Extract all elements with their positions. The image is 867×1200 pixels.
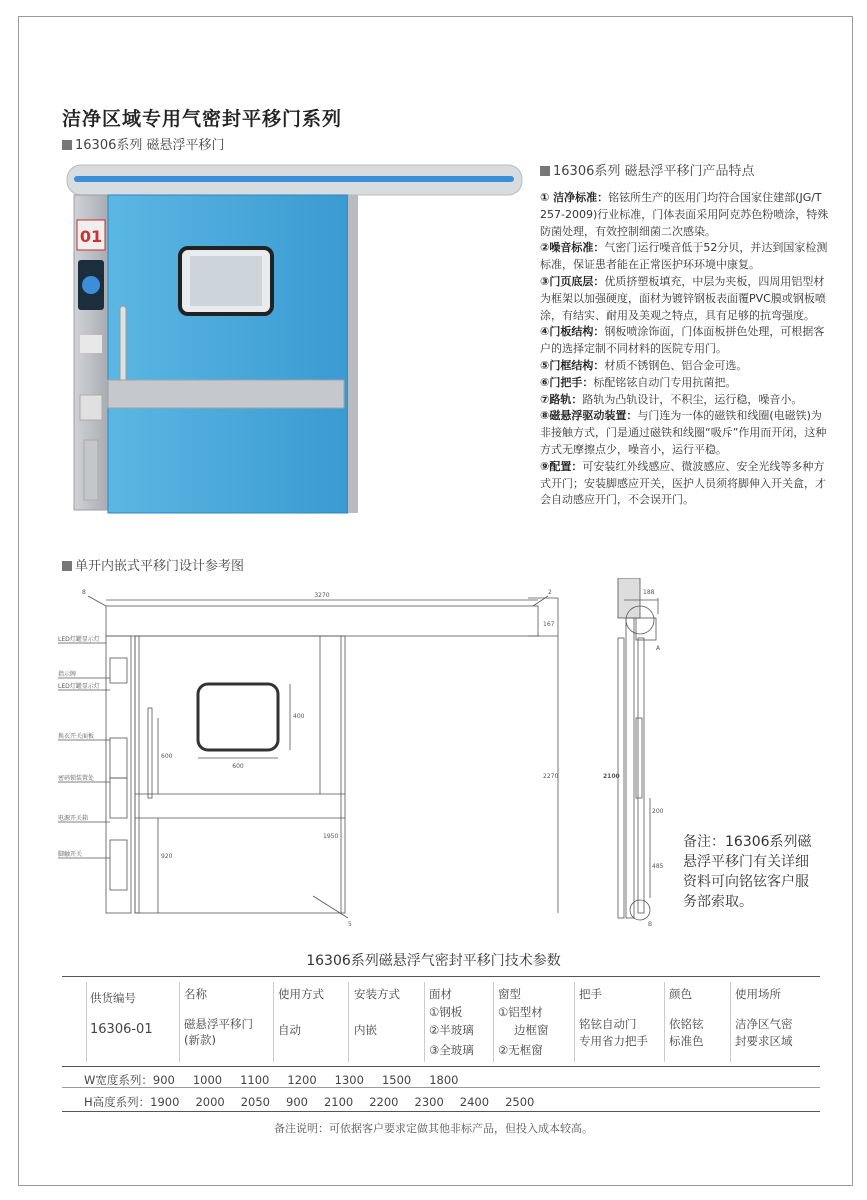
dim-label: 188 xyxy=(643,589,655,596)
drawing-label: 电源开关箱 xyxy=(58,815,89,822)
door-illustration xyxy=(62,160,532,515)
dim-label: 485 xyxy=(652,863,664,870)
drawing-label: LED灯罐显示灯 xyxy=(58,636,100,643)
dim-label: 200 xyxy=(652,808,664,815)
cell-name: 磁悬浮平移门 xyxy=(184,1017,253,1031)
cell-window: ①铝型材 xyxy=(498,1005,543,1019)
cell-code: 16306-01 xyxy=(90,1022,153,1037)
technical-drawing xyxy=(58,578,678,938)
col-sep xyxy=(273,982,274,1062)
drawing-label: 换衣开关面板 xyxy=(58,733,95,740)
col-sep xyxy=(730,982,731,1062)
col-sep xyxy=(179,982,180,1062)
drawing-label: 密码锁装置处 xyxy=(58,775,95,782)
cell-handle: 专用省力把手 xyxy=(579,1034,648,1048)
cell-color: 依铭铉 xyxy=(669,1017,704,1031)
page-subtitle: 16306系列 磁悬浮平移门 xyxy=(62,134,225,153)
feature-item: ④门板结构：钢板喷涂饰面，门体面板拼色处理，可根据客户的选择定制不同材料的医院专用门。 xyxy=(540,325,825,356)
drawing-label: 指示牌 xyxy=(58,671,77,678)
col-sep xyxy=(424,982,425,1062)
col-header: 把手 xyxy=(579,987,602,1001)
note-text: 备注：16306系列磁悬浮平移门有关详细资料可向铭铉客户服务部索取。 xyxy=(683,834,812,910)
drawing-heading: 单开内嵌式平移门设计参考图 xyxy=(62,555,244,574)
spec-table xyxy=(62,976,820,1116)
width-series: W宽度系列：900 1000 1100 1200 1300 1500 1800 xyxy=(84,1073,459,1087)
callout-label: A xyxy=(656,645,661,652)
callout-label: 8 xyxy=(82,589,86,596)
cell-color: 标准色 xyxy=(669,1034,704,1048)
cell-place: 封要求区域 xyxy=(735,1034,793,1048)
col-header: 名称 xyxy=(184,987,207,1001)
col-sep xyxy=(574,982,575,1062)
cell-name: (新款) xyxy=(184,1033,216,1047)
table-rule xyxy=(62,1066,820,1067)
cell-window: 边框窗 xyxy=(514,1023,549,1037)
feature-item: ⑧磁悬浮驱动装置：与门连为一体的磁铁和线圈(电磁铁)为非接触方式，门是通过磁铁和线圈“吸斥”作用而开闭，这种方式无摩擦点少，噪音小，运行平稳。 xyxy=(540,409,827,456)
dim-label: 600 xyxy=(161,753,173,760)
dim-label: 3270 xyxy=(314,592,330,599)
callout-label: 5 xyxy=(348,921,352,928)
dim-label: 1950 xyxy=(323,833,339,840)
cell-usage: 自动 xyxy=(278,1023,301,1037)
bullet-square xyxy=(62,140,72,150)
table-rule xyxy=(62,1111,820,1112)
table-title: 16306系列磁悬浮气密封平移门技术参数 xyxy=(306,953,561,969)
feature-item: ⑨配置：可安装红外线感应、微波感应、安全光线等多种方式开门；安装脚感应开关，医护人员须将脚伸入开关盒，才会自动感应开门，不会误开门。 xyxy=(540,459,826,507)
col-header: 面材 xyxy=(429,987,452,1001)
col-sep xyxy=(86,982,87,1062)
dim-label: 600 xyxy=(232,763,244,770)
dim-label: 400 xyxy=(293,713,305,720)
feature-item: ②噪音标准：气密门运行噪音低于52分贝，并达到国家检测标准，保证患者能在正常医护环环境中康复。 xyxy=(540,241,828,272)
features-heading: 16306系列 磁悬浮平移门产品特点 xyxy=(540,160,755,179)
dim-label: 2100 xyxy=(603,773,620,780)
door-number: 01 xyxy=(79,227,103,246)
cell-material: ③全玻璃 xyxy=(429,1043,474,1057)
drawing-label: 脚触开关 xyxy=(58,851,83,858)
page-title: 洁净区域专用气密封平移门系列 xyxy=(62,108,343,130)
col-header: 使用场所 xyxy=(735,987,781,1001)
footer-note: 备注说明：可依据客户要求定做其他非标产品，但投入成本较高。 xyxy=(274,1122,593,1135)
feature-item: ⑦路轨：路轨为凸轨设计，不积尘，运行稳，噪音小。 xyxy=(540,392,803,406)
table-rule xyxy=(62,976,820,977)
dim-label: 167 xyxy=(543,621,555,628)
cell-material: ②半玻璃 xyxy=(429,1023,474,1037)
features-list xyxy=(540,190,830,509)
cell-material: ①钢板 xyxy=(429,1005,463,1019)
drawing-svg xyxy=(58,578,678,938)
bullet-square xyxy=(540,166,550,176)
cell-handle: 铭铉自动门 xyxy=(579,1017,637,1031)
col-header: 安装方式 xyxy=(354,987,400,1001)
dim-label: 920 xyxy=(161,853,173,860)
col-sep xyxy=(493,982,494,1062)
drawing-label: LED灯罐显示灯 xyxy=(58,683,100,690)
product-photo xyxy=(62,160,532,515)
cell-place: 洁净区气密 xyxy=(735,1017,793,1031)
cell-install: 内嵌 xyxy=(354,1023,377,1037)
feature-item: ③门页底层：优质挤塑板填充，中层为夹板，四周用铝型材为框架以加强硬度，面材为镀锌钢板表面覆PVC膜或钢板喷涂，有结实、耐用及美观之特点，具有足够的抗弯强度。 xyxy=(540,274,826,322)
feature-item: ⑥门把手：标配铭铉自动门专用抗菌把。 xyxy=(540,375,737,389)
col-header: 颜色 xyxy=(669,987,692,1001)
feature-item: ① 洁净标准：铭铉所生产的医用门均符合国家住建部(JG/T 257-2009)行业标准，门体表面采用阿克苏色粉喷涂，特殊防菌处理，有效控制细菌二次感染。 xyxy=(540,191,829,238)
height-series: H高度系列：1900 2000 2050 900 2100 2200 2300 2400 2500 xyxy=(84,1095,535,1109)
cell-window: ②无框窗 xyxy=(498,1043,543,1057)
col-header: 使用方式 xyxy=(278,987,324,1001)
col-header: 供货编号 xyxy=(90,991,136,1005)
col-sep xyxy=(348,982,349,1062)
callout-label: 2 xyxy=(548,589,552,596)
feature-item: ⑤门框结构：材质不锈钢色、铝合金可选。 xyxy=(540,358,748,372)
bullet-square xyxy=(62,561,72,571)
callout-label: B xyxy=(648,921,653,928)
col-header: 窗型 xyxy=(498,987,521,1001)
col-sep xyxy=(664,982,665,1062)
dim-label: 2270 xyxy=(543,773,559,780)
